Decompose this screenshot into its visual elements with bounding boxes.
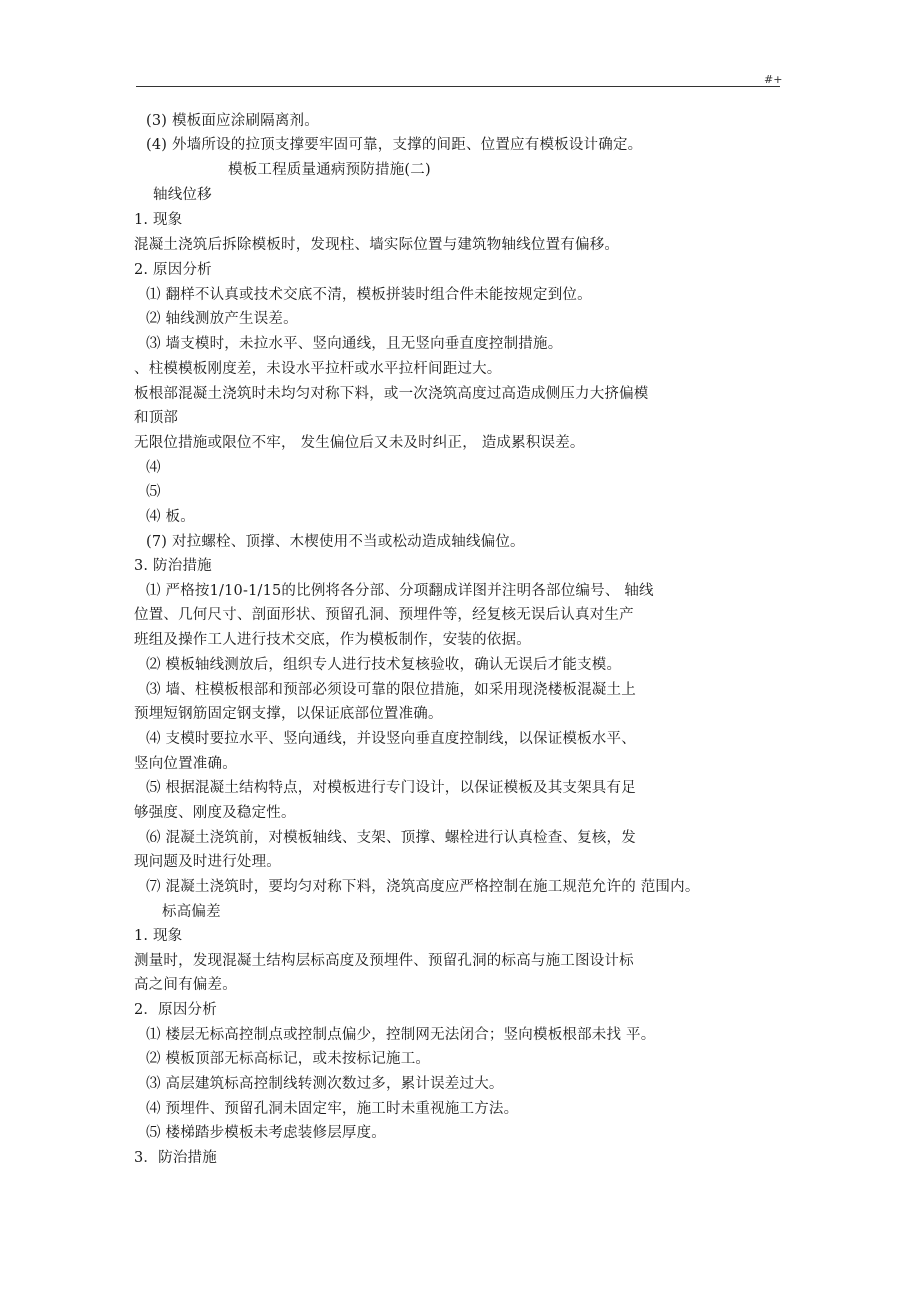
text-line: 1. 现象 — [134, 212, 183, 228]
text-line: 高之间有偏差。 — [134, 977, 237, 993]
text-line: 班组及操作工人进行技术交底，作为模板制作，安装的依据。 — [134, 632, 531, 648]
text-line: 现问题及时进行处理。 — [134, 854, 281, 870]
text-line: 板根部混凝土浇筑时未均匀对称下料，或一次浇筑高度过高造成侧压力大挤偏模 — [134, 386, 649, 402]
text-line: 预埋短钢筋固定钢支撑，以保证底部位置准确。 — [134, 706, 443, 722]
text-line: 1. 现象 — [134, 928, 183, 944]
text-line: ⑷ 板。 — [146, 509, 195, 525]
text-line: 够强度、刚度及稳定性。 — [134, 805, 296, 821]
text-line: ⑷ 支模时要拉水平、竖向通线，并设竖向垂直度控制线，以保证模板水平、 — [146, 731, 636, 747]
text-line: 2. 原因分析 — [134, 262, 212, 278]
text-line: (4) 外墙所设的拉顶支撑要牢固可靠，支撑的间距、位置应有模板设计确定。 — [146, 137, 643, 153]
text-line: 无限位措施或限位不牢， 发生偏位后又未及时纠正， 造成累积误差。 — [134, 435, 585, 451]
text-line: (7) 对拉螺栓、顶撑、木楔使用不当或松动造成轴线偏位。 — [146, 534, 525, 550]
text-line: ⑷ 预埋件、预留孔洞未固定牢，施工时未重视施工方法。 — [146, 1101, 519, 1117]
text-line: 竖向位置准确。 — [134, 756, 237, 772]
section-title: 模板工程质量通病预防措施(二) — [228, 162, 431, 178]
text-line: ⑸ 根据混凝土结构特点，对模板进行专门设计，以保证模板及其支架具有足 — [146, 780, 636, 796]
text-line: ⑺ 混凝土浇筑时，要均匀对称下料，浇筑高度应严格控制在施工规范允许的 范围内。 — [146, 879, 700, 895]
text-line: 3．防治措施 — [134, 1150, 217, 1166]
text-line: ⑶ 墙支模时，未拉水平、竖向通线，且无竖向垂直度控制措施。 — [146, 336, 563, 352]
text-line: ⑵ 模板轴线测放后，组织专人进行技术复核验收，确认无误后才能支模。 — [146, 657, 622, 673]
text-line: ⑷ — [146, 460, 161, 476]
text-line: ⑶ 墙、柱模板根部和预部必须设可靠的限位措施，如采用现浇楼板混凝土上 — [146, 682, 636, 698]
text-line: ⑴ 严格按1/10-1/15的比例将各分部、分项翻成详图并注明各部位编号、 轴线 — [146, 583, 654, 599]
text-line: 、柱模模板刚度差，未设水平拉杆或水平拉杆间距过大。 — [134, 361, 502, 377]
text-line: ⑴ 楼层无标高控制点或控制点偏少，控制网无法闭合；竖向模板根部未找 平。 — [146, 1027, 656, 1043]
text-line: (3) 模板面应涂刷隔离剂。 — [146, 113, 319, 129]
section-heading: 标高偏差 — [162, 904, 221, 920]
text-line: 3. 防治措施 — [134, 558, 212, 574]
text-line: ⑶ 高层建筑标高控制线转测次数过多，累计误差过大。 — [146, 1076, 504, 1092]
text-line: ⑹ 混凝土浇筑前，对模板轴线、支架、顶撑、螺栓进行认真检查、复核，发 — [146, 830, 636, 846]
text-line: ⑸ 楼梯踏步模板未考虑装修层厚度。 — [146, 1125, 387, 1141]
section-heading: 轴线位移 — [153, 187, 212, 203]
text-line: 2．原因分析 — [134, 1002, 217, 1018]
text-line: 混凝土浇筑后拆除模板时，发现柱、墙实际位置与建筑物轴线位置有偏移。 — [134, 237, 620, 253]
text-line: ⑵ 模板顶部无标高标记，或未按标记施工。 — [146, 1051, 431, 1067]
header-mark: #+ — [764, 73, 783, 86]
text-line: ⑴ 翻样不认真或技术交底不清，模板拼装时组合件未能按规定到位。 — [146, 287, 592, 303]
text-line: 测量时，发现混凝土结构层标高度及预埋件、预留孔洞的标高与施工图设计标 — [134, 953, 634, 969]
header-rule — [136, 86, 780, 87]
text-line: 位置、几何尺寸、剖面形状、预留孔洞、预埋件等，经复核无误后认真对生产 — [134, 607, 634, 623]
text-line: 和顶部 — [134, 410, 179, 426]
text-line: ⑸ — [146, 484, 161, 500]
text-line: ⑵ 轴线测放产生误差。 — [146, 311, 298, 327]
